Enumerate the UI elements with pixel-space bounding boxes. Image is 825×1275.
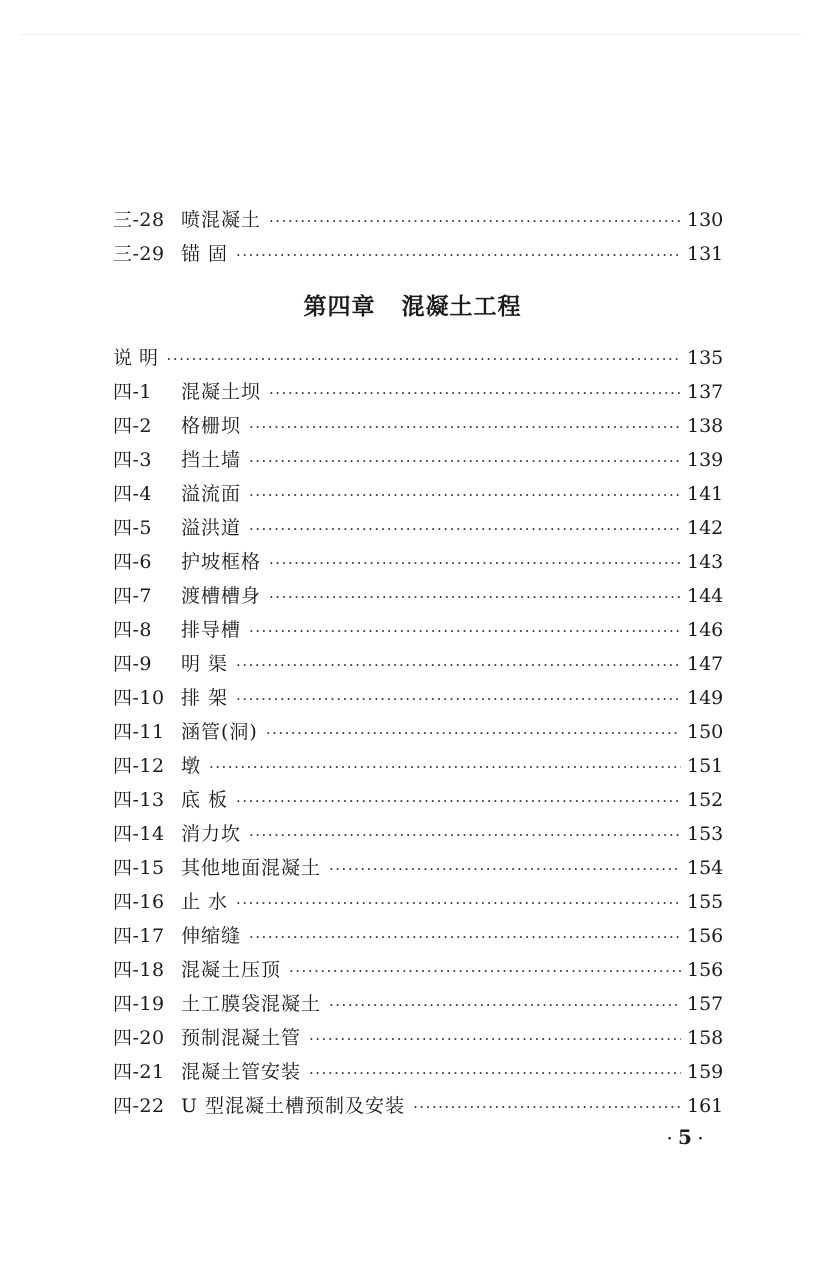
toc-entry-number: 四-2 (113, 415, 153, 437)
page-top-rule (20, 34, 805, 35)
toc-entry-page: 143 (687, 551, 724, 573)
toc-entry-number: 四-14 (113, 823, 165, 845)
toc-entry-title: 混凝土管安装 (181, 1061, 302, 1083)
chapter-heading (0, 288, 825, 321)
dot-leader (309, 1022, 681, 1056)
toc-entry-title: 伸缩缝 (181, 925, 242, 947)
dot-leader (329, 988, 681, 1022)
toc-entry (113, 1089, 723, 1123)
toc-entry (113, 647, 723, 681)
toc-entry-title: 止 水 (181, 891, 229, 913)
toc-entry-title: 渡槽槽身 (181, 585, 262, 607)
toc-entry-page: 139 (687, 449, 724, 471)
toc-entry (113, 203, 723, 237)
toc-entry-number: 四-22 (113, 1095, 165, 1117)
toc-entry (113, 919, 723, 953)
toc-entry-title: 护坡框格 (181, 551, 262, 573)
toc-entry-page: 144 (687, 585, 724, 607)
toc-entry-title: 明 渠 (181, 653, 229, 675)
toc-entry-number: 说 明 (113, 347, 159, 369)
dot-leader (413, 1090, 681, 1124)
toc-entry-number: 四-11 (113, 721, 165, 743)
toc-entry-title: 格栅坝 (181, 415, 242, 437)
dot-leader (236, 238, 681, 272)
toc-entry (113, 953, 723, 987)
toc-entry-page: 154 (687, 857, 724, 879)
toc-entry-title: 墩 (181, 755, 202, 777)
toc-entry-number: 四-12 (113, 755, 165, 777)
dot-leader (329, 852, 681, 886)
toc-entry (113, 851, 723, 885)
toc-entry-title: 混凝土压顶 (181, 959, 282, 981)
dot-leader (249, 614, 681, 648)
dot-leader (249, 410, 681, 444)
dot-leader (236, 682, 681, 716)
toc-entry-title: 底 板 (181, 789, 229, 811)
dot-leader (289, 954, 681, 988)
toc-entry-page: 151 (687, 755, 724, 777)
dot-leader (209, 750, 681, 784)
toc-entry-number: 四-6 (113, 551, 153, 573)
toc-entry (113, 1055, 723, 1089)
toc-entry (113, 681, 723, 715)
toc-entry-page: 156 (687, 925, 724, 947)
toc-entry-page: 156 (687, 959, 724, 981)
toc-entry-title: 涵管(洞) (181, 721, 258, 743)
toc-entry-number: 四-9 (113, 653, 153, 675)
dot-leader (236, 886, 681, 920)
toc-entry-page: 153 (687, 823, 724, 845)
toc-entry-page: 147 (687, 653, 724, 675)
toc-entry-number: 四-5 (113, 517, 153, 539)
chapter-name: 混凝土工程 (401, 294, 522, 320)
toc-entry (113, 545, 723, 579)
toc-section-chapter-4 (113, 341, 723, 1123)
toc-entry-title: 其他地面混凝土 (181, 857, 322, 879)
toc-entry-number: 四-21 (113, 1061, 165, 1083)
toc-entry-number: 四-10 (113, 687, 165, 709)
toc-entry-title: 消力坎 (181, 823, 242, 845)
toc-entry (113, 1021, 723, 1055)
toc-entry-title: 溢洪道 (181, 517, 242, 539)
toc-entry (113, 613, 723, 647)
toc-entry (113, 443, 723, 477)
toc-entry (113, 375, 723, 409)
toc-entry-page: 152 (687, 789, 724, 811)
toc-entry-title: 溢流面 (181, 483, 242, 505)
toc-entry-title: 挡土墙 (181, 449, 242, 471)
toc-entry-title: 喷混凝土 (181, 209, 262, 231)
toc-entry-number: 四-16 (113, 891, 165, 913)
toc-entry-number: 四-19 (113, 993, 165, 1015)
page-number: · 5 · (667, 1125, 703, 1149)
toc-entry-page: 150 (687, 721, 724, 743)
toc-entry (113, 987, 723, 1021)
dot-leader (269, 546, 681, 580)
toc-entry (113, 409, 723, 443)
toc-entry-number: 四-18 (113, 959, 165, 981)
toc-entry-page: 161 (687, 1095, 724, 1117)
toc-entry-title: 排 架 (181, 687, 229, 709)
toc-entry-page: 155 (687, 891, 724, 913)
toc-entry (113, 885, 723, 919)
toc-entry (113, 341, 723, 375)
dot-leader (249, 444, 681, 478)
toc-entry-number: 四-8 (113, 619, 153, 641)
dot-leader (249, 512, 681, 546)
toc-entry (113, 477, 723, 511)
dot-leader (269, 580, 681, 614)
toc-entry (113, 817, 723, 851)
toc-entry-title: 排导槽 (181, 619, 242, 641)
toc-entry (113, 749, 723, 783)
toc-entry-title: 土工膜袋混凝土 (181, 993, 322, 1015)
dot-leader (236, 784, 681, 818)
toc-entry-page: 146 (687, 619, 724, 641)
toc-entry-page: 142 (687, 517, 724, 539)
toc-entry-number: 四-4 (113, 483, 153, 505)
dot-leader (167, 342, 681, 376)
dot-leader (236, 648, 681, 682)
dot-leader (269, 376, 681, 410)
toc-entry-page: 137 (687, 381, 724, 403)
dot-leader (269, 204, 681, 238)
page-number-value: 5 (678, 1125, 692, 1149)
toc-entry-page: 157 (687, 993, 724, 1015)
toc-entry-page: 138 (687, 415, 724, 437)
toc-entry-title: 锚 固 (181, 243, 229, 265)
dot-leader (249, 920, 681, 954)
toc-entry-page: 159 (687, 1061, 724, 1083)
toc-entry-page: 149 (687, 687, 724, 709)
toc-entry (113, 579, 723, 613)
toc-entry-number: 四-15 (113, 857, 165, 879)
dot-leader (309, 1056, 681, 1090)
toc-entry-number: 四-20 (113, 1027, 165, 1049)
toc-entry-page: 141 (687, 483, 724, 505)
toc-entry (113, 715, 723, 749)
dot-leader (249, 478, 681, 512)
toc-entry-title: U 型混凝土槽预制及安装 (181, 1095, 406, 1117)
dot-leader (266, 716, 681, 750)
toc-entry-page: 158 (687, 1027, 724, 1049)
dot-leader (249, 818, 681, 852)
toc-entry-number: 四-3 (113, 449, 153, 471)
toc-entry-page: 131 (687, 243, 724, 265)
toc-entry (113, 783, 723, 817)
toc-entry-page: 130 (687, 209, 724, 231)
chapter-label: 第四章 (303, 294, 376, 320)
toc-entry-number: 四-17 (113, 925, 165, 947)
toc-entry-number: 四-7 (113, 585, 153, 607)
toc-entry-number: 三-29 (113, 243, 165, 265)
toc-entry (113, 237, 723, 271)
toc-entry-number: 四-1 (113, 381, 153, 403)
toc-section-chapter-3-end (113, 203, 723, 271)
toc-entry-number: 三-28 (113, 209, 165, 231)
toc-entry-number: 四-13 (113, 789, 165, 811)
toc-entry-title: 预制混凝土管 (181, 1027, 302, 1049)
toc-entry-page: 135 (687, 347, 724, 369)
toc-entry (113, 511, 723, 545)
toc-entry-title: 混凝土坝 (181, 381, 262, 403)
